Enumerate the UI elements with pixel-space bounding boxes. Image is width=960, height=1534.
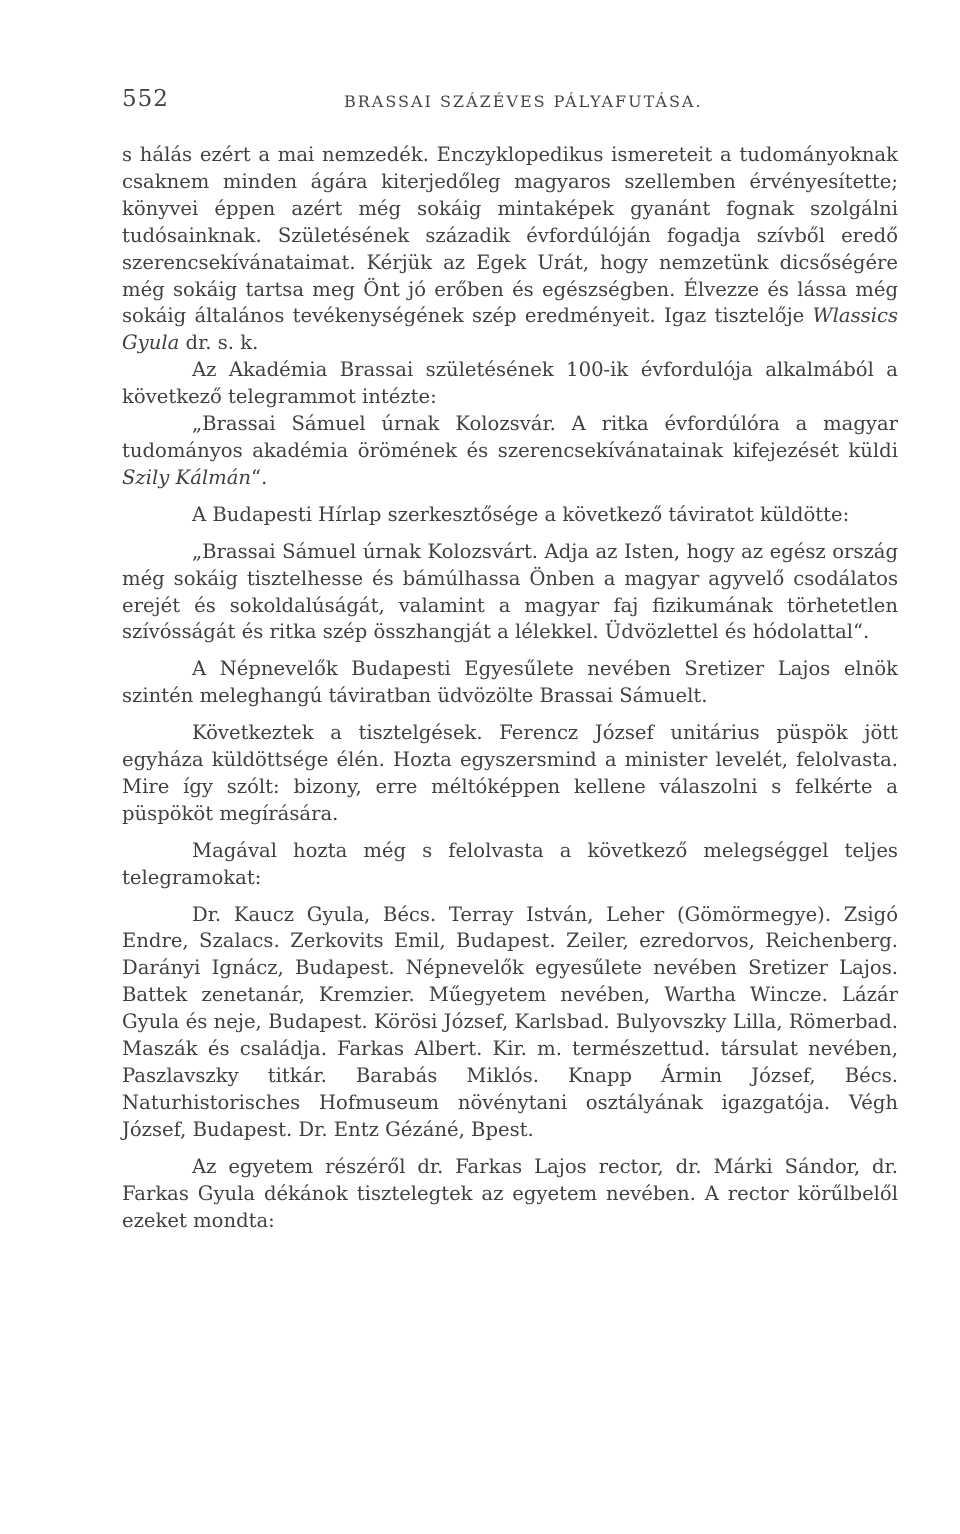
paragraph-5: „Brassai Sámuel úrnak Kolozsvárt. Adja az Isten, hogy az egész ország még sokáig tisztelhesse és bámúlhassa Önben a magyar agyvelő csodálatos erejét és sokoldalúságát, valamint a magyar faj fizikumának törhetetlen szívósságát és ritka szép összhangját a lélekkel. Üdvözlettel és hódolattal“. [122,539,898,644]
signature-wlassics: Wlassics Gyula [122,304,898,355]
paragraph-3: „Brassai Sámuel úrnak Kolozsvár. A ritka évfordúlóra a magyar tudományos akadémia örömének és szerencsekívánatainak kifejezését küldi Szily Kálmán“. [122,412,898,489]
book-page [122,0,898,1534]
running-head: BRASSAI SZÁZÉVES PÁLYAFUTÁSA. [344,92,703,111]
paragraph-4: A Budapesti Hírlap szerkesztősége a következő táviratot küldötte: [192,502,850,526]
paragraph-8: Magával hozta még s felolvasta a következő melegséggel teljes telegramokat: [122,838,898,889]
paragraph-7: Következtek a tisztelgések. Ferencz József unitárius püspök jött egyháza küldöttsége élén. Hozta egyszersmind a minister levelét, felolvasta. Mire így szólt: bizony, erre méltóképpen kellene válaszolni s felkérte a püspököt megírására. [122,721,898,825]
paragraph-1: s hálás ezért a mai nemzedék. Enczyklopedikus ismereteit a tudományoknak csaknem minden ágára kiterjedőleg magyaros szellemben érvényesítette; könyvei éppen azért még sokáig mintaképek gyanánt fognak szolgálni tudósainknak. Születésének századik évfordúlóján fogadja szívből eredő szerencsekívánataimat. Kérjük az Egek Urát, hogy nemzetünk dicsőségére még sokáig tartsa meg Önt jó erőben és egészségben. Élvezze és lássa még sokáig általános tevékenységének szép eredményeit. Igaz tisztelője Wlassics Gyula dr. s. k. [122,143,898,355]
page-number: 552 [122,86,169,112]
paragraph-2: Az Akadémia Brassai születésének 100-ik évfordulója alkalmából a következő telegrammot intézte: [122,358,898,409]
signature-szily: Szily Kálmán [122,465,252,489]
body-text [122,142,898,1234]
paragraph-6: A Népnevelők Budapesti Egyesűlete nevében Sretizer Lajos elnök szintén meleghangú táviratban üdvözölte Brassai Sámuelt. [122,657,898,708]
paragraph-10: Az egyetem részéről dr. Farkas Lajos rector, dr. Márki Sándor, dr. Farkas Gyula dékánok tisztelegtek az egyetem nevében. A rector körűlbelől ezeket mondta: [122,1154,898,1232]
paragraph-9: Dr. Kaucz Gyula, Bécs. Terray István, Leher (Gömörmegye). Zsigó Endre, Szalacs. Zerkovits Emil, Budapest. Zeiler, ezredorvos, Reichenberg. Darányi Ignácz, Budapest. Népnevelők egyesűlete nevében Sretizer Lajos. Battek zenetanár, Kremzier. Műegyetem nevében, Wartha Wincze. Lázár Gyula és neje, Budapest. Körösi József, Karlsbad. Bulyovszky Lilla, Römerbad. Maszák és családja. Farkas Albert. Kir. m. természettud. társulat nevében, Paszlavszky titkár. Barabás Miklós. Knapp Ármin József, Bécs. Naturhistorisches Hofmuseum növénytani osztályának igazgatója. Végh József, Budapest. Dr. Entz Gézáné, Bpest. [122,902,898,1141]
page-header [122,86,898,116]
